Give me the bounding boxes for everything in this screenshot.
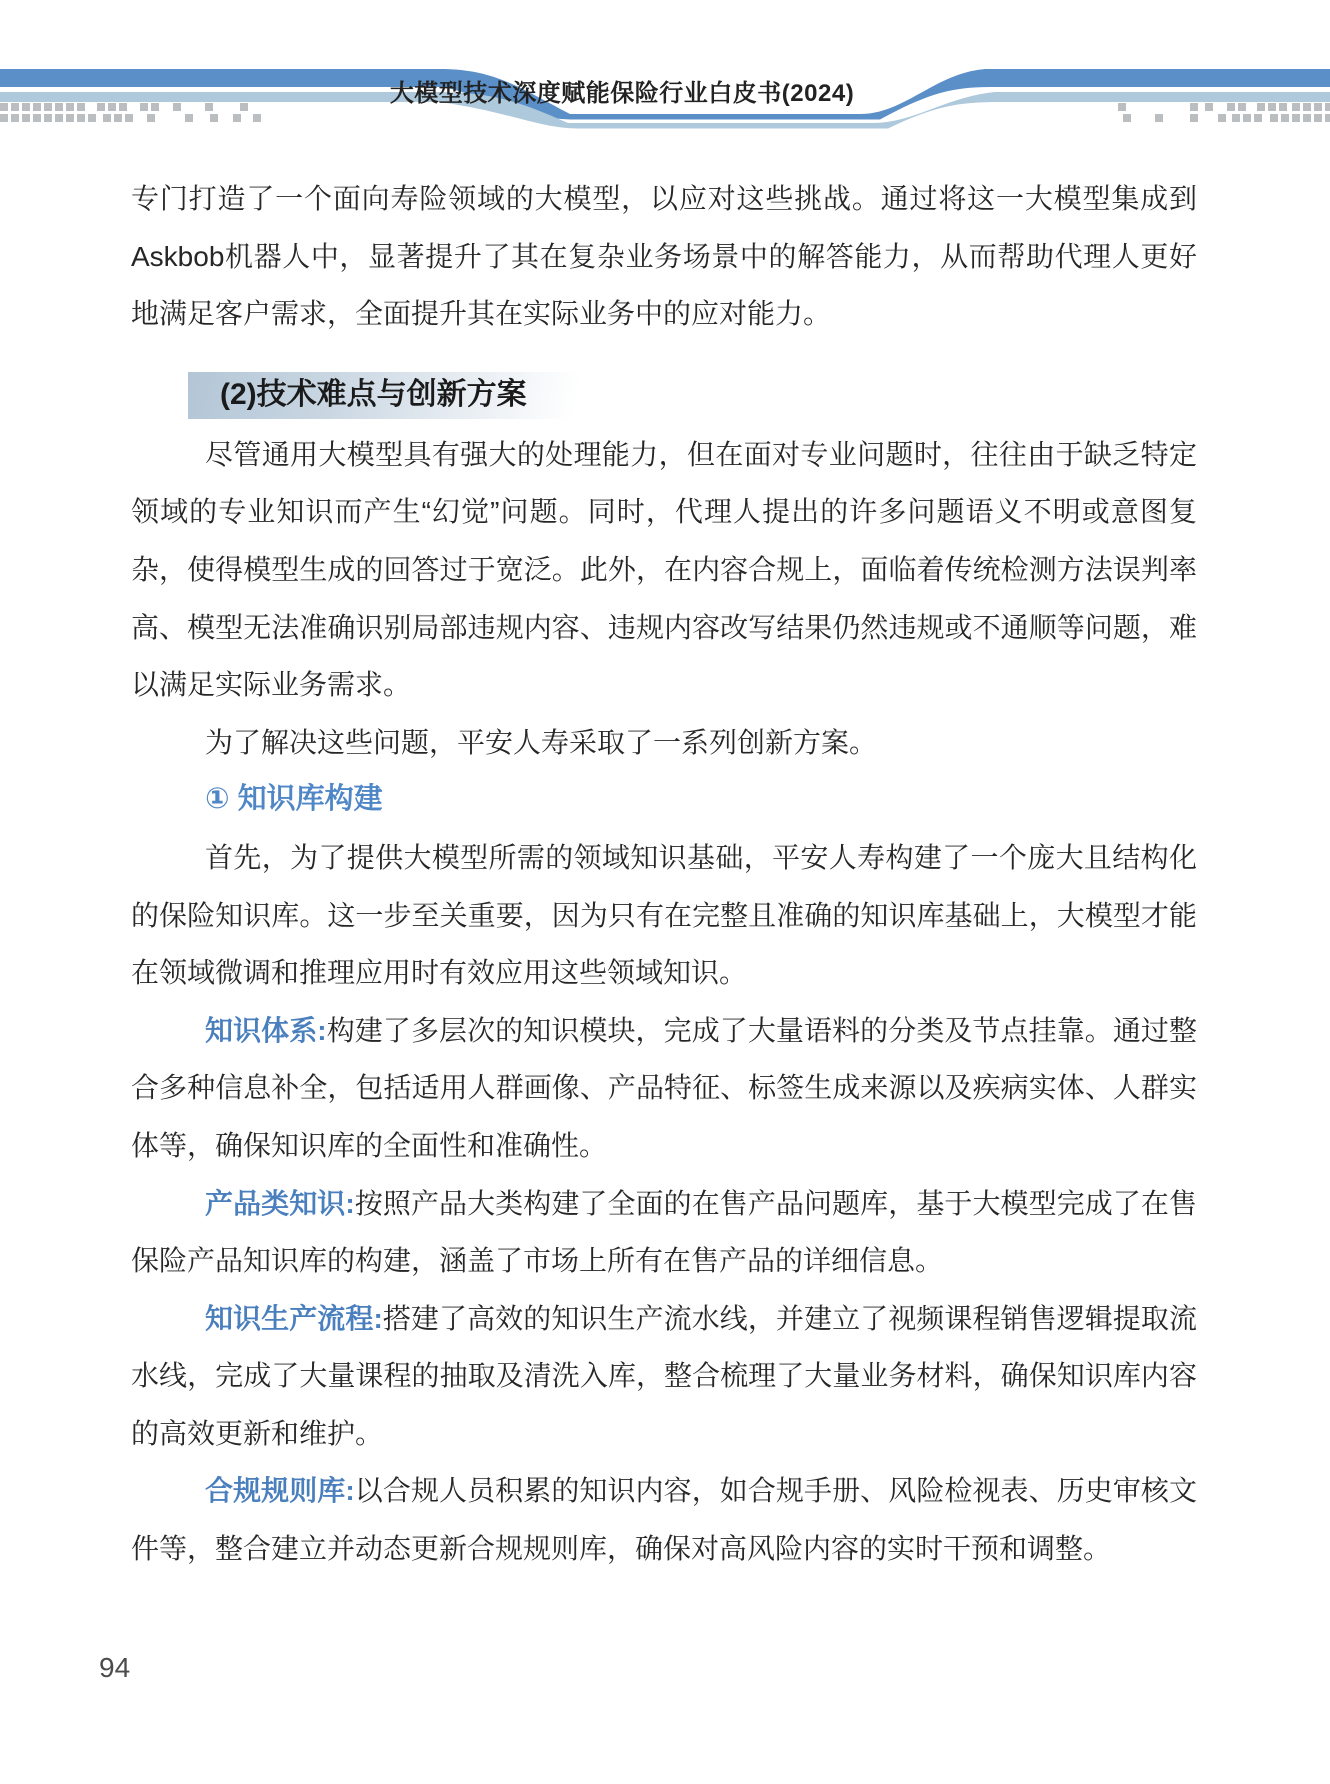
paragraph-text: 构建了多层次的知识模块，完成了大量语料的分类及节点挂靠。通过整合多种信息补全，包括适用人群画像、产品特征、标签生成来源以及疾病实体、人群实体等，确保知识库的全面性和准确性。 xyxy=(131,1014,1197,1161)
paragraph xyxy=(131,1002,1197,1175)
paragraph-lead-label: 合规规则库: xyxy=(205,1475,355,1507)
pixel-mosaic-left xyxy=(0,103,261,122)
paragraph-text: 以合规人员积累的知识内容，如合规手册、风险检视表、历史审核文件等，整合建立并动态更新合规规则库，确保对高风险内容的实时干预和调整。 xyxy=(131,1475,1197,1565)
document-title: 大模型技术深度赋能保险行业白皮书(2024) xyxy=(389,80,855,107)
page-number: 94 xyxy=(99,1652,131,1683)
paragraph-text: 搭建了高效的知识生产流水线，并建立了视频课程销售逻辑提取流水线，完成了大量课程的抽取及清洗入库，整合梳理了大量业务材料，确保知识库内容的高效更新和维护。 xyxy=(131,1302,1197,1449)
pixel-mosaic-right xyxy=(1118,103,1330,122)
paragraph-lead-label: 产品类知识: xyxy=(205,1187,355,1219)
paragraph-lead-label: 知识生产流程: xyxy=(205,1302,383,1334)
page-content xyxy=(131,170,1197,1578)
page-header xyxy=(0,0,1330,150)
paragraph-text: 按照产品大类构建了全面的在售产品问题库，基于大模型完成了在售保险产品知识库的构建，涵盖了市场上所有在售产品的详细信息。 xyxy=(131,1187,1197,1277)
section-heading xyxy=(188,372,590,419)
paragraph xyxy=(131,1462,1197,1577)
paragraph: 首先，为了提供大模型所需的领域知识基础，平安人寿构建了一个庞大且结构化的保险知识库。这一步至关重要，因为只有在完整且准确的知识库基础上，大模型才能在领域微调和推理应用时有效应用这些领域知识。 xyxy=(131,841,1197,989)
subsection-heading: ① 知识库构建 xyxy=(205,783,383,816)
section-heading-label: (2)技术难点与创新方案 xyxy=(220,378,527,412)
paragraph: 尽管通用大模型具有强大的处理能力，但在面对专业问题时，往往由于缺乏特定领域的专业知识而产生“幻觉”问题。同时，代理人提出的许多问题语义不明或意图复杂，使得模型生成的回答过于宽泛。此外，在内容合规上，面临着传统检测方法误判率高、模型无法准确识别局部违规内容、违规内容改写结果仍然违规或不通顺等问题，难以满足实际业务需求。 xyxy=(131,438,1197,701)
paragraph: 为了解决这些问题，平安人寿采取了一系列创新方案。 xyxy=(205,726,878,758)
paragraph xyxy=(131,1175,1197,1290)
paragraph xyxy=(131,1290,1197,1463)
paragraph: 专门打造了一个面向寿险领域的大模型，以应对这些挑战。通过将这一大模型集成到Askbob机器人中，显著提升了其在复杂业务场景中的解答能力，从而帮助代理人更好地满足客户需求，全面提升其在实际业务中的应对能力。 xyxy=(131,183,1197,330)
paragraph-lead-label: 知识体系: xyxy=(205,1014,327,1046)
